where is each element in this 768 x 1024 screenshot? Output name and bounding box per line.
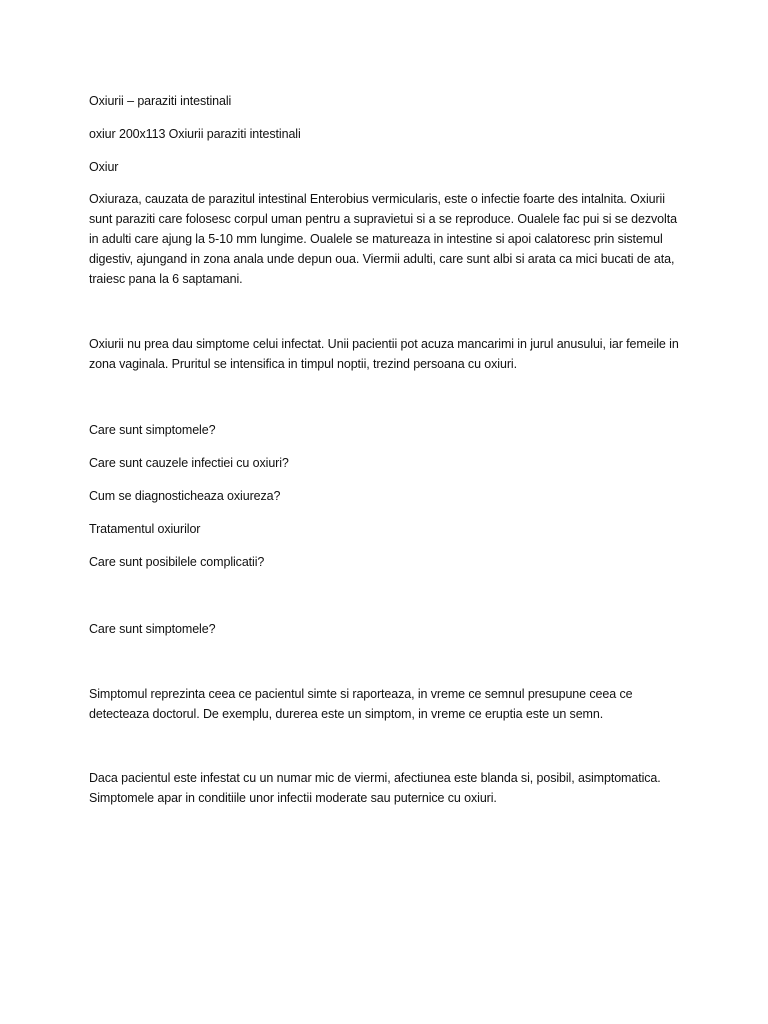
toc-item-symptoms[interactable]: Care sunt simptomele?	[89, 423, 216, 437]
toc-item-diagnosis[interactable]: Cum se diagnosticheaza oxiureza?	[89, 489, 281, 503]
section-heading-symptoms: Care sunt simptomele?	[89, 622, 216, 636]
symptoms-intro-paragraph: Oxiurii nu prea dau simptome celui infectat. Unii pacientii pot acuza mancarimi in jurul anusului, iar femeile in zona vaginala. Pruritul se intensifica in timpul noptii, trezind persoana cu oxiuri.	[89, 337, 679, 371]
toc-item-complications[interactable]: Care sunt posibilele complicatii?	[89, 555, 265, 569]
intro-paragraph: Oxiuraza, cauzata de parazitul intestinal Enterobius vermicularis, este o infectie foarte des intalnita. Oxiurii sunt paraziti care folosesc corpul uman pentru a supravietui si a se reproduce. Oualele fac pui si se dezvolta in adulti care ajung la 5-10 mm lungime. Oualele se matureaza in intestine si apoi calatoresc prin sistemul digestiv, ajungand in zona anala unde depun oua. Viermii adulti, care sunt albi si arata ca mici bucati de ata, traiesc pana la 6 saptamani.	[89, 192, 677, 286]
document-title: Oxiurii – paraziti intestinali	[89, 94, 232, 108]
image-label: Oxiur	[89, 160, 119, 174]
toc-item-causes[interactable]: Care sunt cauzele infectiei cu oxiuri?	[89, 456, 289, 470]
image-caption: oxiur 200x113 Oxiurii paraziti intestinali	[89, 127, 301, 141]
section-paragraph: Daca pacientul este infestat cu un numar mic de viermi, afectiunea este blanda si, posibil, asimptomatica. Simptomele apar in conditiile unor infectii moderate sau puternice cu oxiuri.	[89, 771, 661, 805]
toc-item-treatment[interactable]: Tratamentul oxiurilor	[89, 522, 201, 536]
section-paragraph: Simptomul reprezinta ceea ce pacientul simte si raporteaza, in vreme ce semnul presupune ceea ce detecteaza doctorul. De exemplu, durerea este un simptom, in vreme ce eruptia este un semn.	[89, 687, 633, 721]
